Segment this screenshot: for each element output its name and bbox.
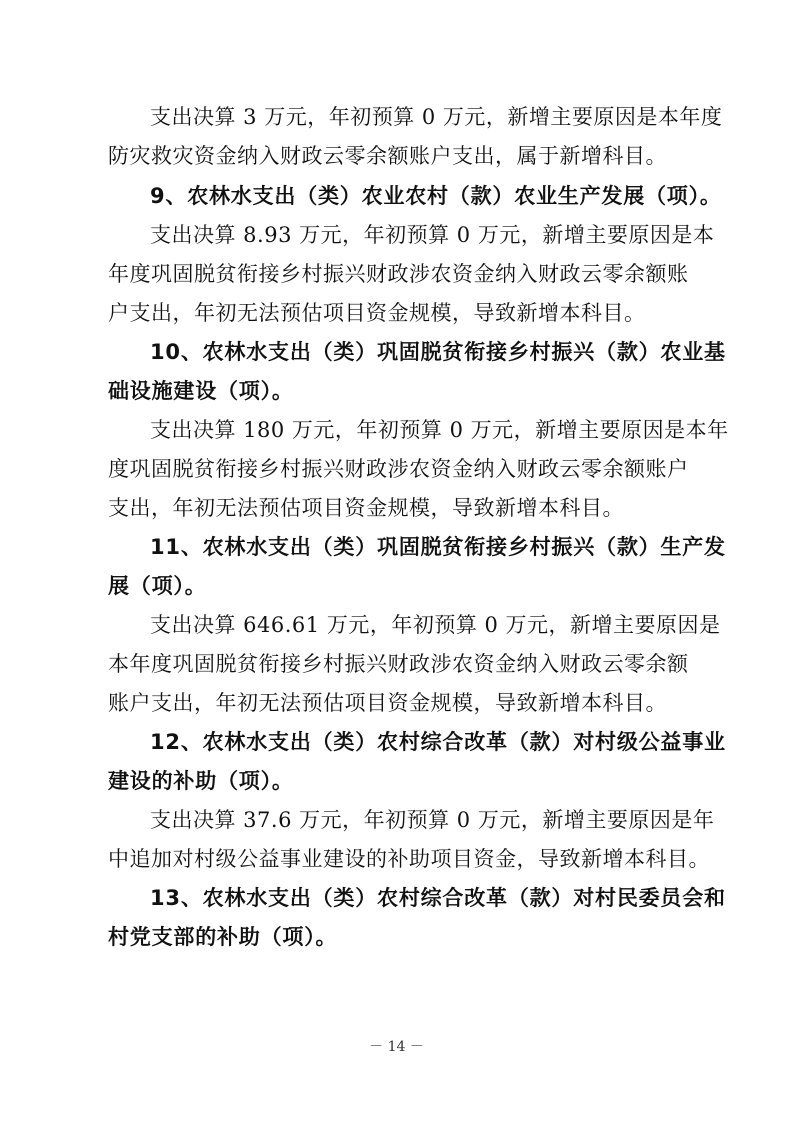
body-text-line: 本年度巩固脱贫衔接乡村振兴财政涉农资金纳入财政云零余额 — [108, 652, 689, 676]
section-heading-13-cont: 村党支部的补助（项）。 — [108, 925, 338, 949]
body-text-line: 年度巩固脱贫衔接乡村振兴财政涉农资金纳入财政云零余额账 — [108, 262, 689, 286]
body-text-line: 支出，年初无法预估项目资金规模，导致新增本科目。 — [108, 496, 624, 520]
section-heading-10: 10、农林水支出（类）巩固脱贫衔接乡村振兴（款）农业基 — [150, 340, 726, 364]
body-text-line: 账户支出，年初无法预估项目资金规模，导致新增本科目。 — [108, 691, 667, 715]
body-text-line: 支出决算 3 万元，年初预算 0 万元，新增主要原因是本年度 — [150, 105, 723, 129]
section-heading-12: 12、农林水支出（类）农村综合改革（款）对村级公益事业 — [150, 730, 726, 754]
section-heading-12-cont: 建设的补助（项）。 — [108, 769, 294, 793]
body-text-line: 防灾救灾资金纳入财政云零余额账户支出，属于新增科目。 — [108, 144, 667, 168]
body-text-line: 户支出，年初无法预估项目资金规模，导致新增本科目。 — [108, 301, 646, 325]
section-heading-11-cont: 展（项）。 — [108, 574, 207, 598]
body-text-line: 支出决算 8.93 万元，年初预算 0 万元，新增主要原因是本 — [150, 223, 715, 247]
section-heading-13: 13、农林水支出（类）农村综合改革（款）对村民委员会和 — [150, 886, 726, 910]
section-heading-11: 11、农林水支出（类）巩固脱贫衔接乡村振兴（款）生产发 — [150, 535, 726, 559]
body-text-line: 支出决算 646.61 万元，年初预算 0 万元，新增主要原因是 — [150, 613, 721, 637]
body-text-line: 中追加对村级公益事业建设的补助项目资金，导致新增本科目。 — [108, 847, 710, 871]
body-text-line: 度巩固脱贫衔接乡村振兴财政涉农资金纳入财政云零余额账户 — [108, 457, 689, 481]
section-heading-9: 9、农林水支出（类）农业农村（款）农业生产发展（项）。 — [150, 184, 722, 208]
page-number: － 14 － — [369, 1039, 424, 1055]
body-text-line: 支出决算 37.6 万元，年初预算 0 万元，新增主要原因是年 — [150, 808, 715, 832]
body-text-line: 支出决算 180 万元，年初预算 0 万元，新增主要原因是本年 — [150, 418, 729, 442]
section-heading-10-cont: 础设施建设（项）。 — [108, 379, 294, 403]
